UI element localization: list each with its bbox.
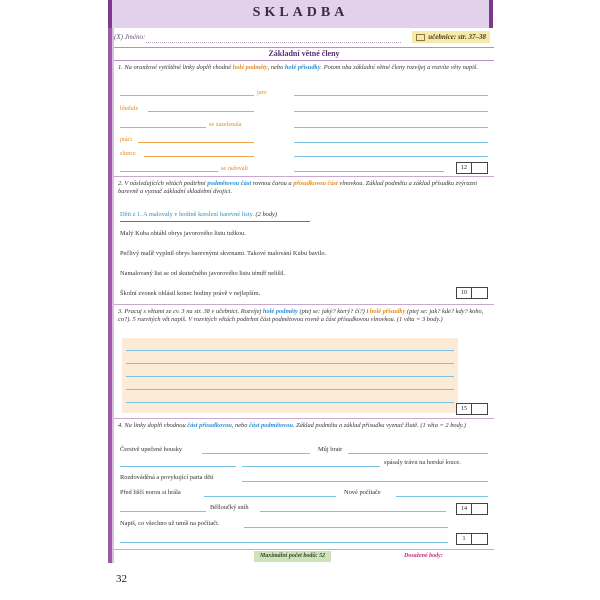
ex4-blank-6[interactable]	[204, 496, 336, 497]
ex4-blank-7[interactable]	[396, 496, 488, 497]
ex1-number: 1.	[118, 64, 123, 71]
ex4-instr-a: Na linky doplň vhodnou	[124, 422, 188, 429]
book-reference	[412, 31, 490, 43]
ex1-line-4[interactable]	[138, 142, 254, 143]
ex4-extra-max-score: 1	[457, 534, 472, 544]
ex4-term-podmetovou: část podmětovou	[249, 422, 293, 429]
ex1-instr-a: Na oranžové vytištěné linky doplň vhodné	[124, 64, 233, 71]
ex3-term-prisudky: holé přísudky	[369, 308, 406, 315]
ex4-line1-a: Čerstvě upečené housky	[120, 446, 183, 453]
exercise-4	[114, 419, 494, 550]
ex4-line4-a: Před liščí norou si hrála	[120, 489, 181, 496]
ex1-word-5: slunce	[120, 150, 136, 157]
ex2-sentence-3: Pečlivý malíř vyplnil obrys barevnými skvrnami. Takové malování Kubu bavilo.	[120, 250, 327, 257]
section-title: Základní větné členy	[114, 47, 494, 61]
ex1-answer-6[interactable]	[294, 171, 444, 172]
obtained-points-label: Dosažené body:	[404, 553, 443, 559]
ex2-sentence-4: Namalovaný list se od skutečného javorového listu téměř nelišil.	[120, 270, 286, 277]
ex1-answer-2[interactable]	[294, 111, 488, 112]
exercise-2	[114, 177, 494, 305]
ex3-line-3[interactable]	[126, 376, 454, 377]
ex4-instr-c: . Základ podmětu a základ přísudku vyznač žlutě. (1 věta = 2 body.)	[292, 422, 466, 429]
ex1-line-1[interactable]	[120, 95, 254, 96]
ex2-instr-c: vlnovkou. Základ podmětu a základ přísudku zvýrazni barevně a vyznač základní skladební dvojici.	[118, 180, 477, 195]
ex3-instruction	[118, 308, 488, 324]
ex1-instruction	[118, 64, 488, 72]
ex1-word-1: jaro	[257, 89, 267, 96]
ex4-extra-line-2[interactable]	[120, 542, 448, 543]
ex4-blank-2[interactable]	[348, 453, 488, 454]
book-ref-text: učebnice: str. 37–38	[428, 33, 486, 41]
ex4-blank-1[interactable]	[202, 453, 310, 454]
ex1-word-6: se radovali	[221, 165, 248, 172]
ex4-blank-9[interactable]	[260, 511, 446, 512]
ex1-answer-4[interactable]	[294, 142, 488, 143]
ex1-word-3: se zazelenala	[209, 121, 242, 128]
ex1-max-score: 12	[457, 163, 472, 173]
exercise-1	[114, 61, 494, 177]
ex2-max-score: 10	[457, 288, 472, 298]
ex4-number: 4.	[118, 422, 123, 429]
max-points-badge: Maximální počet bodů: 52	[254, 551, 331, 562]
ex4-blank-4[interactable]	[242, 466, 380, 467]
ex2-sentence-5: Školní zvonek ohlásil konec hodiny právě v nejlepším.	[120, 290, 261, 297]
page-number: 32	[116, 573, 127, 585]
ex1-answer-5[interactable]	[294, 156, 488, 157]
ex3-line-1[interactable]	[126, 350, 454, 351]
ex4-extra-line-1[interactable]	[244, 527, 448, 528]
book-icon	[416, 34, 425, 41]
ex1-score-box[interactable]	[456, 162, 488, 174]
ex1-answer-3[interactable]	[294, 127, 488, 128]
ex1-line-3[interactable]	[120, 127, 206, 128]
ex1-line-6[interactable]	[120, 171, 218, 172]
ex2-term-podmetova: podmětovou část	[207, 180, 252, 187]
ex2-sample-underline	[120, 221, 310, 222]
ex3-line-4[interactable]	[126, 389, 454, 390]
ex4-instruction	[118, 422, 488, 430]
ex4-blank-8[interactable]	[120, 511, 206, 512]
ex2-points-note: (2 body)	[255, 211, 278, 218]
ex1-instr-c: . Potom oba základní větné členy rozvíjej a rozvíte věty napiš.	[320, 64, 479, 71]
header-right-tab	[489, 0, 493, 28]
footer	[114, 551, 494, 562]
ex4-line5-a: Bělloučký sníh	[210, 504, 249, 511]
ex4-blank-5[interactable]	[242, 481, 488, 482]
ex4-term-prisudkovou: část přísudkovou	[187, 422, 232, 429]
ex4-line2-b: spásaly trávu na horské louce.	[384, 459, 461, 466]
ex3-term-podmety: holé podměty	[262, 308, 298, 315]
ex2-instr-a: V následujících větách podtrhni	[124, 180, 208, 187]
exercise-3	[114, 305, 494, 419]
meta-row	[114, 30, 494, 46]
ex2-sentence-1-text: Děti z 1. A malovaly v hodině kreslení barevné listy.	[120, 211, 254, 218]
ex2-sentence-1	[120, 211, 277, 218]
ex3-instr-b: (ptej se: jaký? který? čí?) i	[297, 308, 370, 315]
ex1-word-2: bledule	[120, 105, 139, 112]
ex4-line3-a: Rozdováděná a povykující parta dětí	[120, 474, 214, 481]
ex2-sentence-2: Malý Kuba obtáhl obrys javorového listu tužkou.	[120, 230, 246, 237]
ex1-line-5[interactable]	[144, 156, 254, 157]
ex3-instr-c: (ptej se: jak? kde? kdy? koho, co?). 5 rozvitých vět napiš. V rozvitých větách podtrhni část podmětovou rovně a část přísudkovou vlnovkou. (1 věta = 3 body.)	[118, 308, 484, 323]
ex2-instruction	[118, 180, 488, 196]
ex1-line-2[interactable]	[148, 111, 254, 112]
ex4-line1-b: Můj bratr	[318, 446, 343, 453]
ex4-extra-task: Napiš, co všechno už umíš na počítači.	[120, 520, 220, 527]
ex2-instr-b: rovnou čarou a	[251, 180, 294, 187]
ex3-line-5[interactable]	[126, 402, 454, 403]
ex2-number: 2.	[118, 180, 123, 187]
ex3-score-box[interactable]	[456, 403, 488, 415]
name-line[interactable]	[146, 42, 401, 43]
header-band	[108, 0, 493, 28]
ex1-answer-1[interactable]	[294, 95, 488, 96]
ex3-max-score: 15	[457, 404, 472, 414]
ex4-max-score: 14	[457, 504, 472, 514]
ex3-instr-a: Pracuj s větami ze cv. 3 na str. 38 v učebnici. Rozvíjej	[124, 308, 263, 315]
page-title: SKLADBA	[252, 5, 349, 20]
ex4-score-box[interactable]	[456, 503, 488, 515]
ex1-word-4: ptáci	[120, 136, 133, 143]
ex1-instr-b: , nebo	[267, 64, 285, 71]
ex1-term-prisudek: holé přísudky	[284, 64, 321, 71]
ex4-extra-score-box[interactable]	[456, 533, 488, 545]
ex1-term-podmet: holé podměty	[232, 64, 268, 71]
ex3-number: 3.	[118, 308, 123, 315]
name-label: (X) Jméno:	[114, 33, 146, 41]
ex4-blank-3[interactable]	[120, 466, 236, 467]
ex4-line4-b: Nové počítače	[344, 489, 381, 496]
ex2-term-prisudkova: přísudkovou část	[293, 180, 338, 187]
ex2-score-box[interactable]	[456, 287, 488, 299]
ex4-instr-b: , nebo	[231, 422, 250, 429]
ex3-line-2[interactable]	[126, 363, 454, 364]
